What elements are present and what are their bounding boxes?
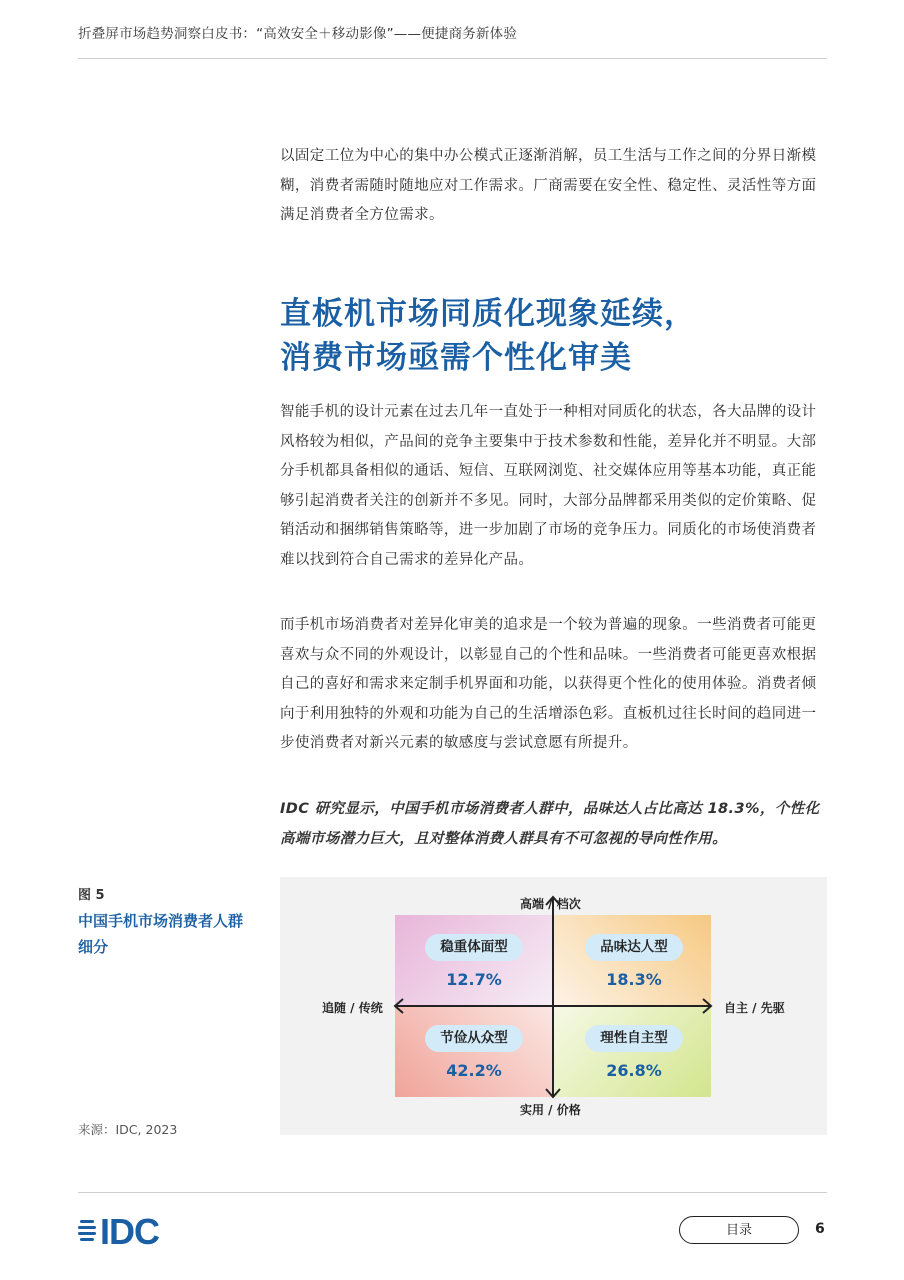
segmentation-quadrant-chart <box>280 877 827 1135</box>
highlight-paragraph: IDC 研究显示，中国手机市场消费者人群中，品味达人占比高达 18.3%，个性化高端市场潜力巨大，且对整体消费人群具有不可忽视的导向性作用。 <box>280 801 820 847</box>
body-paragraph-2: 而手机市场消费者对差异化审美的追求是一个较为普遍的现象。一些消费者可能更喜欢与众不同的外观设计，以彰显自己的个性和品味。一些消费者可能更喜欢根据自己的喜好和需求来定制手机界面和功能，以获得更个性化的使用体验。消费者倾向于利用独特的外观和功能为自己的生活增添色彩。直板机过往长时间的趋同进一步使消费者对新兴元素的敏感度与尝试意愿有所提升。 <box>280 617 817 751</box>
footer-divider <box>78 1192 827 1193</box>
segment-value-thrifty: 42.2% <box>446 1061 502 1080</box>
section-heading <box>280 292 840 380</box>
intro-paragraph: 以固定工位为中心的集中办公模式正逐渐消解，员工生活与工作之间的分界日渐模糊，消费者需随时随地应对工作需求。厂商需要在安全性、稳定性、灵活性等方面满足消费者全方位需求。 <box>280 148 817 223</box>
segment-value-taste: 18.3% <box>606 970 662 989</box>
figure-title: 中国手机市场消费者人群细分 <box>78 912 244 956</box>
axis-label-bottom: 实用 / 价格 <box>520 1103 581 1117</box>
idc-logo-text: IDC <box>100 1211 159 1252</box>
segment-value-rational: 26.8% <box>606 1061 662 1080</box>
figure-label: 图 5 <box>78 888 105 903</box>
segment-value-steady: 12.7% <box>446 970 502 989</box>
toc-button[interactable]: 目录 <box>679 1216 799 1244</box>
page-number: 6 <box>815 1221 825 1237</box>
segment-label-rational: 理性自主型 <box>585 1025 683 1052</box>
segment-label-steady: 稳重体面型 <box>425 934 523 961</box>
header-divider <box>78 58 827 59</box>
idc-logo <box>78 1210 198 1252</box>
body-paragraph-1: 智能手机的设计元素在过去几年一直处于一种相对同质化的状态，各大品牌的设计风格较为相似，产品间的竞争主要集中于技术参数和性能，差异化并不明显。大部分手机都具备相似的通话、短信、互联网浏览、社交媒体应用等基本功能，真正能够引起消费者关注的创新并不多见。同时，大部分品牌都采用类似的定价策略、促销活动和捆绑销售策略等，进一步加剧了市场的竞争压力。同质化的市场使消费者难以找到符合自己需求的差异化产品。 <box>280 404 817 568</box>
section-heading-line1: 直板机市场同质化现象延续， <box>280 296 696 332</box>
figure-source: 来源：IDC, 2023 <box>78 1122 178 1137</box>
axis-label-top: 高端 / 档次 <box>520 897 581 911</box>
axis-label-right: 自主 / 先驱 <box>724 1001 785 1015</box>
section-heading-line2: 消费市场亟需个性化审美 <box>280 340 632 376</box>
segment-label-taste: 品味达人型 <box>585 934 683 961</box>
segment-label-thrifty: 节俭从众型 <box>425 1025 523 1052</box>
running-header: 折叠屏市场趋势洞察白皮书：“高效安全＋移动影像”——便捷商务新体验 <box>78 26 518 42</box>
axis-label-left: 追随 / 传统 <box>322 1001 383 1015</box>
